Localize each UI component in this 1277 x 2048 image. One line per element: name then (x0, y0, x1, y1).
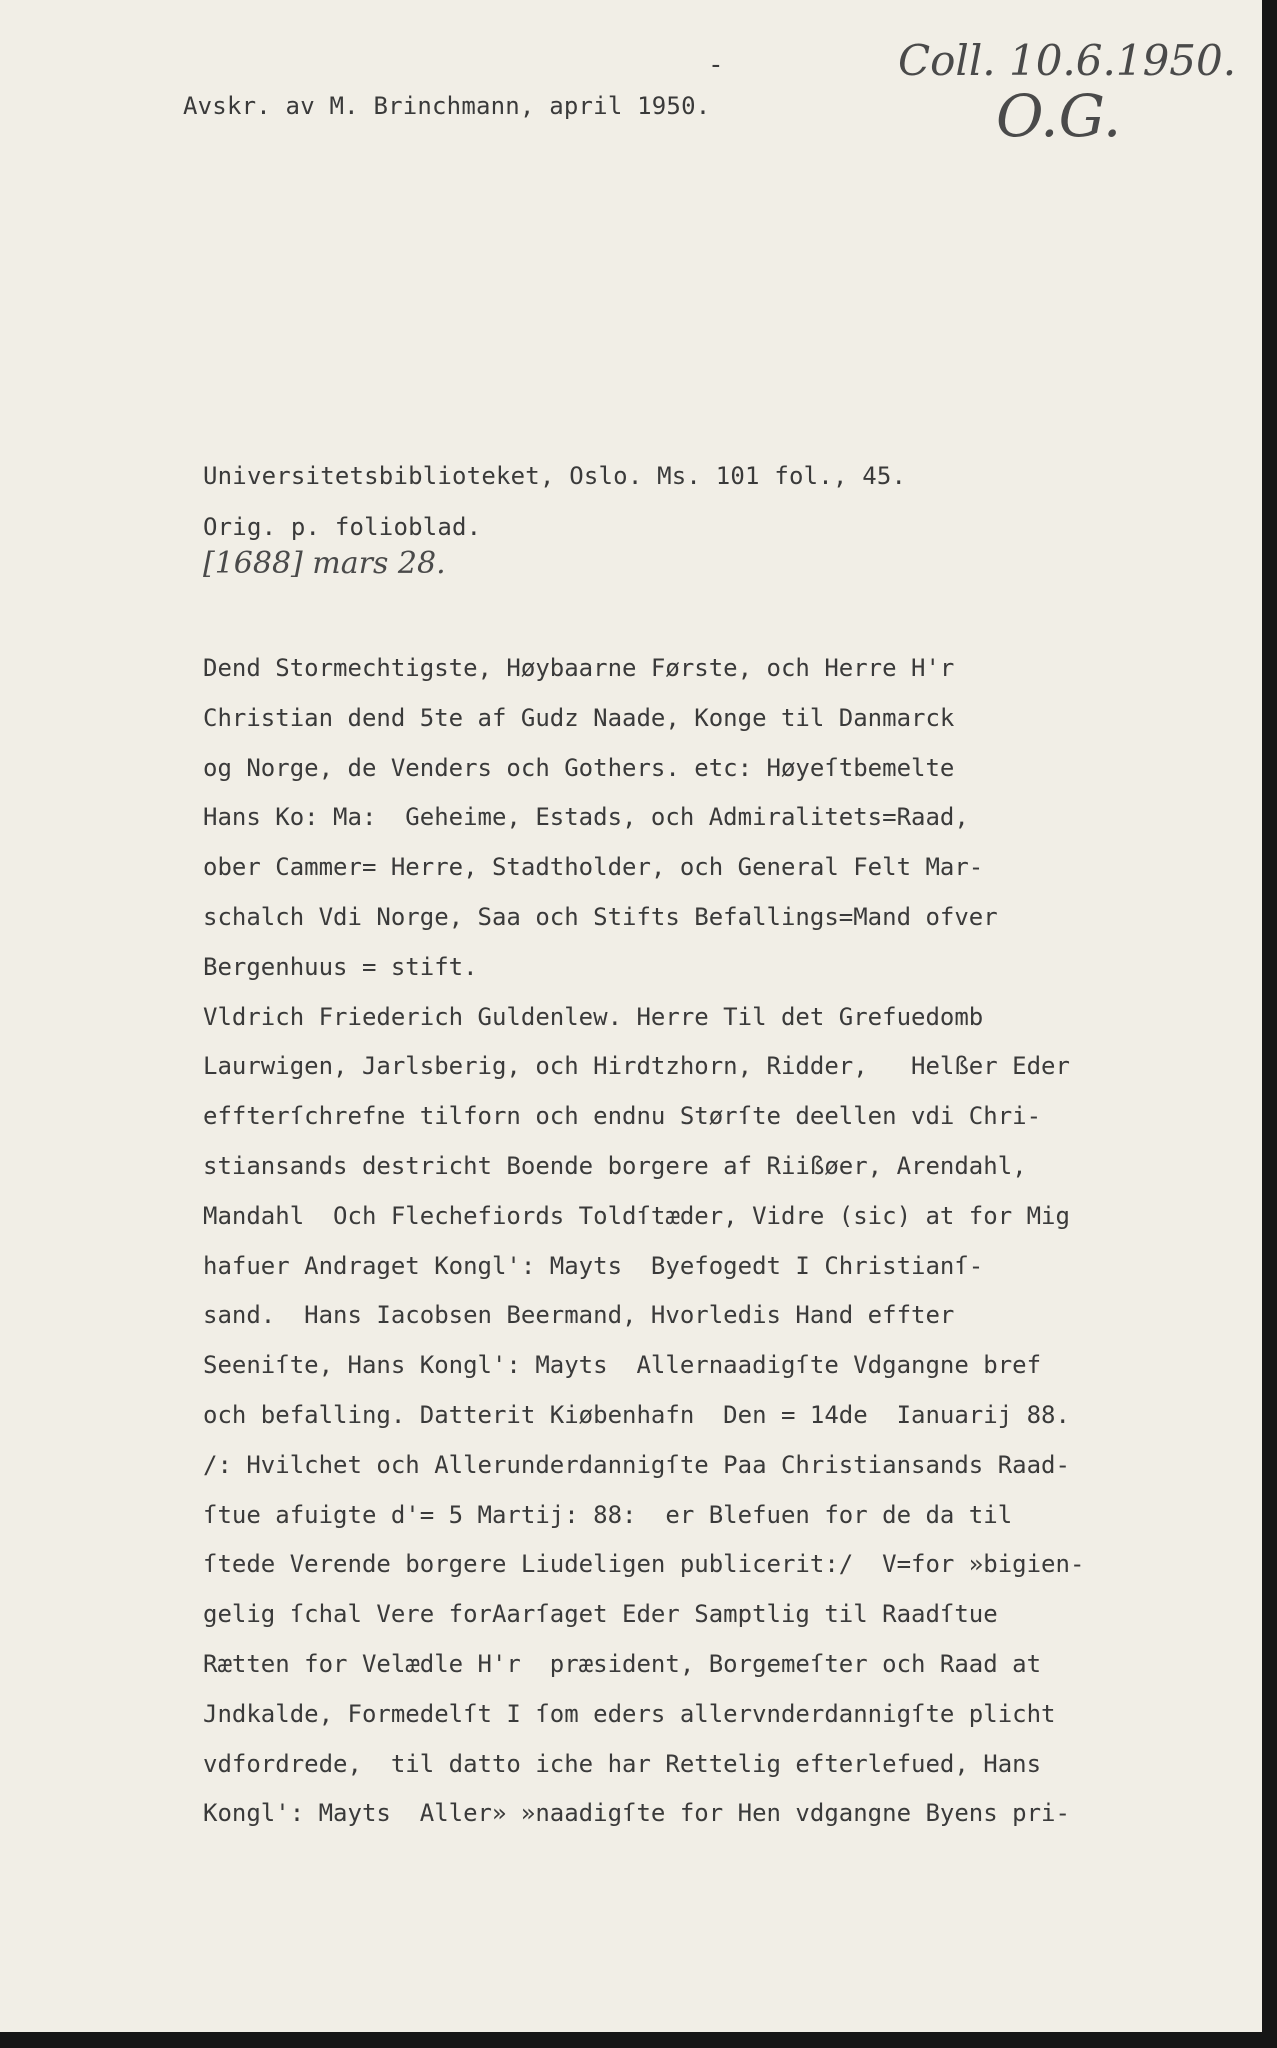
handwritten-initials: O.G. (996, 82, 1122, 150)
letter-line: ober Cammer= Herre, Stadtholder, och General Felt Mar- (203, 853, 984, 882)
letter-line: Dend Stormechtigste, Høybaarne Første, och Herre H'r (203, 654, 955, 682)
format-note: Orig. p. folioblad. (203, 513, 482, 541)
letter-line: og Norge, de Venders och Gothers. etc: Høyeſtbemelte (203, 753, 955, 782)
transcriber-note: Avskr. av M. Brinchmann, april 1950. (183, 92, 711, 120)
letter-line: stiansands destricht Boende borgere af Riißøer, Arendahl, (203, 1151, 1027, 1180)
scan-edge-bottom (0, 2032, 1277, 2048)
letter-line: Bergenhuus = stift. (203, 952, 478, 981)
handwritten-date: [1688] mars 28. (203, 546, 446, 581)
letter-line: ſtede Verende borgere Liudeligen publicerit:/ V=for »bigien- (203, 1550, 1085, 1579)
letter-line: Vldrich Friederich Guldenlew. Herre Til det Grefuedomb (203, 1002, 984, 1031)
letter-line: /: Hvilchet och Allerunderdannigſte Paa Christiansands Raad- (203, 1450, 1070, 1479)
letter-line: Christian dend 5te af Gudz Naade, Konge til Danmarck (203, 703, 955, 732)
letter-line: Kongl': Mayts Aller» »naadigſte for Hen vdgangne Byens pri- (203, 1799, 1070, 1828)
letter-line: gelig ſchal Vere forAarſaget Eder Samptlig til Raadſtue (203, 1600, 998, 1629)
letter-line: effterſchrefne tilforn och endnu Størſte deellen vdi Chri- (203, 1102, 1042, 1131)
letter-line: sand. Hans Iacobsen Beermand, Hvorledis Hand effter (203, 1301, 955, 1330)
letter-line: Mandahl Och Flechefiords Toldſtæder, Vidre (sic) at for Mig (203, 1201, 1070, 1230)
letter-line: och befalling. Datterit Kiøbenhafn Den = 14de Ianuarij 88. (203, 1400, 1070, 1429)
letter-line: Laurwigen, Jarlsberig, och Hirdtzhorn, Ridder, Helßer Eder (203, 1052, 1070, 1081)
letter-line: schalch Vdi Norge, Saa och Stifts Befallings=Mand ofver (203, 902, 998, 931)
scan-edge-right (1262, 0, 1277, 2048)
letter-line: Seeniſte, Hans Kongl': Mayts Allernaadigſte Vdgangne bref (203, 1351, 1042, 1380)
handwritten-collation-note: Coll. 10.6.1950. (898, 36, 1237, 85)
letter-line: Jndkalde, Formedelſt I ſom eders allervnderdannigſte plicht (203, 1699, 1056, 1728)
letter-line: hafuer Andraget Kongl': Mayts Byefogedt I Christianſ- (203, 1251, 984, 1280)
transcribed-letter (203, 644, 1084, 1839)
source-reference: Universitetsbiblioteket, Oslo. Ms. 101 fol., 45. (203, 462, 907, 490)
top-mark: - (708, 50, 724, 80)
letter-line: vdfordrede, til datto iche har Rettelig efterlefued, Hans (203, 1749, 1042, 1778)
letter-line: ſtue afuigte d'= 5 Martij: 88: er Blefuen for de da til (203, 1500, 1013, 1529)
letter-line: Rætten for Velædle H'r præsident, Borgemeſter och Raad at (203, 1649, 1042, 1678)
letter-line: Hans Ko: Ma: Geheime, Estads, och Admiralitets=Raad, (203, 803, 969, 832)
